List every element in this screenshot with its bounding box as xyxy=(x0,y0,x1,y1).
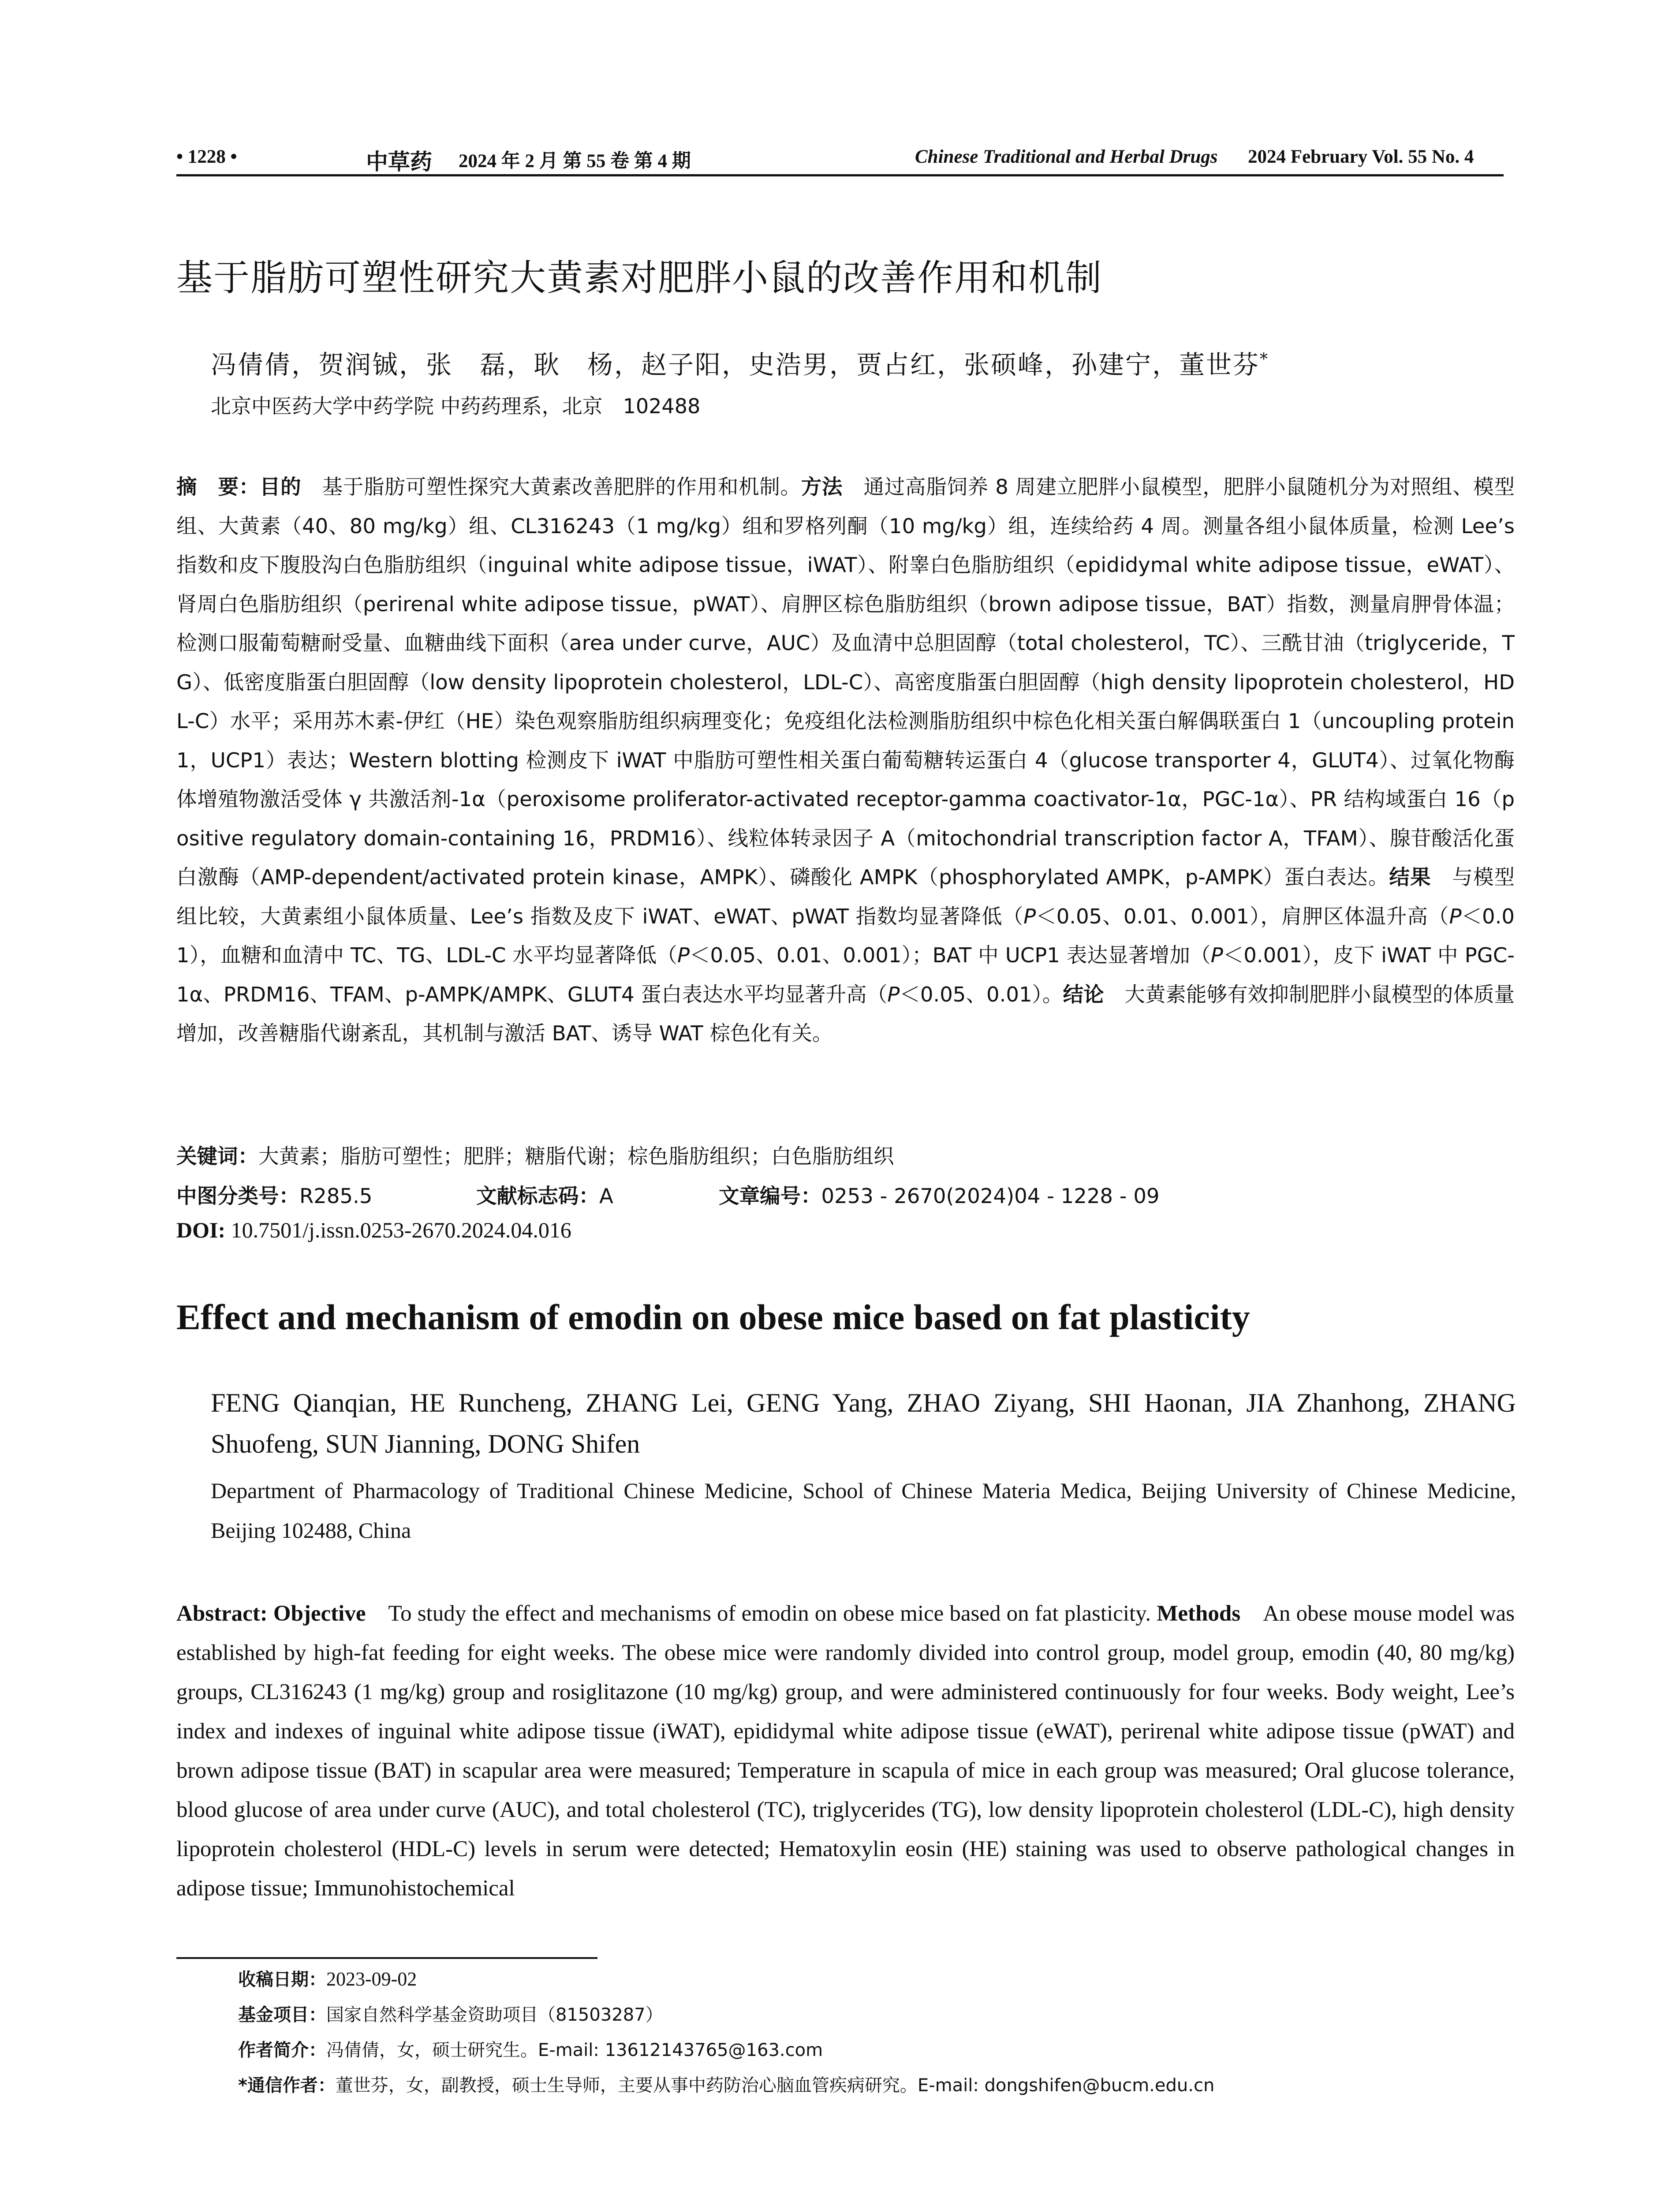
corresponding-text: 董世芬，女，副教授，硕士生导师，主要从事中药防治心脑血管疾病研究。E-mail: dongshifen@bucm.edu.cn xyxy=(335,2075,1215,2096)
received-label: 收稿日期： xyxy=(238,1970,326,1990)
objective-label-cn: 目的 xyxy=(259,475,302,499)
results-cn-e: ＜0.001），皮下 iWAT 中 PGC-1α、PRDM16、TFAM、p-AMPK/AMPK、GLUT4 蛋白表达水平均显著升高（ xyxy=(176,943,1515,1006)
methods-label-en: Methods xyxy=(1157,1601,1241,1626)
objective-cn: 基于脂肪可塑性探究大黄素改善肥胖的作用和机制。 xyxy=(322,475,801,499)
authors-cn-text: 冯倩倩，贺润铖，张 磊，耿 杨，赵子阳，史浩男，贾占红，张硕峰，孙建宁，董世芬 xyxy=(211,350,1260,380)
p-value-symbol: P xyxy=(887,982,900,1006)
methods-cn: 通过高脂饲养 8 周建立肥胖小鼠模型，肥胖小鼠随机分为对照组、模型组、大黄素（40、80 mg/kg）组、CL316243（1 mg/kg）组和罗格列酮（10 mg/kg）组，连续给药 4 周。测量各组小鼠体质量，检测 Lee’s 指数和皮下腹股沟白色脂肪组织（inguinal white adipose tissue，iWAT）、附睾白色脂肪组织（epididymal white adipose tissue，eWAT）、肾周白色脂肪组织（perirenal white adipose tissue，pWAT）、肩胛区棕色脂肪组织（brown adipose tissue，BAT）指数，测量肩胛骨体温；检测口服葡萄糖耐受量、血糖曲线下面积（area under curve，AUC）及血清中总胆固醇（total cholesterol，TC）、三酰甘油（triglyceride，TG）、低密度脂蛋白胆固醇（low density lipoprotein cholesterol，LDL-C）、高密度脂蛋白胆固醇（high density lipoprotein cholesterol，HDL-C）水平；采用苏木素-伊红（HE）染色观察脂肪组织病理变化；免疫组化法检测脂肪组织中棕色化相关蛋白解偶联蛋白 1（uncoupling protein 1，UCP1）表达；Western blotting 检测皮下 iWAT 中脂肪可塑性相关蛋白葡萄糖转运蛋白 4（glucose transporter 4，GLUT4）、过氧化物酶体增殖物激活受体 γ 共激活剂-1α（peroxisome proliferator-activated receptor-gamma coactivator-1α，PGC-1α）、PR 结构域蛋白 16（positive regulatory domain-containing 16，PRDM16）、线粒体转录因子 A（mitochondrial transcription factor A，TFAM）、腺苷酸活化蛋白激酶（AMP-dependent/activated protein kinase，AMPK）、磷酸化 AMPK（phosphorylated AMPK，p-AMPK）蛋白表达。 xyxy=(176,475,1515,889)
issue-date-cn: 2024 年 2 月 第 55 卷 第 4 期 xyxy=(459,151,691,172)
corresponding-mark: * xyxy=(1260,350,1269,369)
footnote-received xyxy=(238,1962,1517,1997)
author-list-en: FENG Qianqian, HE Runcheng, ZHANG Lei, GENG Yang, ZHAO Ziyang, SHI Haonan, JIA Zhanhong, ZHANG Shuofeng, SUN Jianning, DONG Shifen xyxy=(211,1388,1516,1458)
abstract-label-en: Abstract: Objective xyxy=(176,1601,366,1626)
author-list-cn xyxy=(211,344,1534,381)
abstract-en xyxy=(176,1594,1515,1908)
keywords-line xyxy=(176,1140,1504,1170)
footnotes xyxy=(238,1962,1517,2103)
keywords-cn: 大黄素；脂肪可塑性；肥胖；糖脂代谢；棕色脂肪组织；白色脂肪组织 xyxy=(258,1144,894,1168)
classification-line xyxy=(176,1180,1504,1209)
paper-title-en: Effect and mechanism of emodin on obese mice based on fat plasticity xyxy=(176,1297,1250,1337)
keywords-label: 关键词： xyxy=(176,1144,258,1168)
footnote-corresponding xyxy=(238,2068,1517,2103)
issue-info-en: 2024 February Vol. 55 No. 4 xyxy=(1248,146,1474,167)
clc-label: 中图分类号： xyxy=(176,1184,299,1208)
journal-name-cn: 中草药 xyxy=(366,149,432,175)
results-cn-b: ＜0.05、0.01、0.001），肩胛区体温升高（ xyxy=(1036,904,1449,928)
affiliation-en: Department of Pharmacology of Traditional Chinese Medicine, School of Chinese Materia Medica, Beijing University of Chinese Medicine, Beijing 102488, China xyxy=(211,1478,1516,1543)
doi-line xyxy=(176,1217,1504,1243)
paper-title-cn: 基于脂肪可塑性研究大黄素对肥胖小鼠的改善作用和机制 xyxy=(176,257,1103,299)
methods-en: An obese mouse model was established by high-fat feeding for eight weeks. The obese mice were randomly divided into control group, model group, emodin (40, 80 mg/kg) groups, CL316243 (1 mg/kg) group and rosiglitazone (10 mg/kg) group, and were administered continuously for four weeks. Body weight, Lee’s index and indexes of inguinal white adipose tissue (iWAT), epididymal white adipose tissue (eWAT), perirenal white adipose tissue (pWAT) and brown adipose tissue (BAT) in scapular area were measured; Temperature in scapula of mice in each group was measured; Oral glucose tolerance, blood glucose of area under curve (AUC), and total cholesterol (TC), triglycerides (TG), low density lipoprotein cholesterol (LDL-C), high density lipoprotein cholesterol (HDL-C) levels in serum were detected; Hematoxylin eosin (HE) staining was used to observe pathological changes in adipose tissue; Immunohistochemical xyxy=(176,1601,1515,1901)
journal-name-en: Chinese Traditional and Herbal Drugs xyxy=(915,146,1218,167)
results-cn-d: ＜0.05、0.01、0.001）；BAT 中 UCP1 表达显著增加（ xyxy=(690,943,1211,967)
results-cn-a: 与模型组比较，大黄素组小鼠体质量、Lee’s 指数及皮下 iWAT、eWAT、pWAT 指数均显著降低（ xyxy=(176,865,1515,928)
fund-label: 基金项目： xyxy=(238,2005,326,2025)
methods-label-cn: 方法 xyxy=(801,475,843,499)
abstract-label-cn: 摘 要： xyxy=(176,475,260,499)
footnote-fund xyxy=(238,1997,1517,2033)
p-value-symbol: P xyxy=(1023,904,1036,928)
received-date: 2023-09-02 xyxy=(326,1968,417,1990)
footnote-divider xyxy=(176,1957,597,1959)
results-cn-f: ＜0.05、0.01）。 xyxy=(900,982,1063,1006)
article-no-value: 0253 - 2670(2024)04 - 1228 - 09 xyxy=(821,1184,1160,1208)
author-bio-label: 作者简介： xyxy=(238,2040,326,2060)
corresponding-label: *通信作者： xyxy=(238,2075,336,2096)
results-label-cn: 结果 xyxy=(1389,865,1431,889)
conclusion-cn: 大黄素能够有效抑制肥胖小鼠模型的体质量增加，改善糖脂代谢紊乱，其机制与激活 BAT、诱导 WAT 棕色化有关。 xyxy=(176,982,1515,1045)
clc-value: R285.5 xyxy=(299,1184,373,1208)
affiliation-cn: 北京中医药大学中药学院 中药药理系，北京 102488 xyxy=(211,394,701,418)
article-no-label: 文章编号： xyxy=(719,1184,821,1208)
doc-code-label: 文献标志码： xyxy=(476,1184,599,1208)
doi-link[interactable]: 10.7501/j.issn.0253-2670.2024.04.016 xyxy=(231,1218,571,1242)
conclusion-label-cn: 结论 xyxy=(1063,982,1104,1006)
running-header xyxy=(176,143,1504,176)
results-cn-c: ＜0.01），血糖和血清中 TC、TG、LDL-C 水平均显著降低（ xyxy=(176,904,1515,967)
abstract-cn xyxy=(176,467,1515,1053)
objective-en: To study the effect and mechanisms of emodin on obese mice based on fat plasticity. xyxy=(388,1601,1151,1626)
doc-code-value: A xyxy=(599,1184,613,1208)
author-bio-text: 冯倩倩，女，硕士研究生。E-mail: 13612143765@163.com xyxy=(326,2040,823,2060)
doi-label: DOI: xyxy=(176,1218,226,1242)
footnote-author xyxy=(238,2033,1517,2068)
page-number: • 1228 • xyxy=(176,146,237,167)
fund-text: 国家自然科学基金资助项目（81503287） xyxy=(326,2005,663,2025)
p-value-symbol: P xyxy=(1449,904,1462,928)
p-value-symbol: P xyxy=(1210,943,1223,967)
p-value-symbol: P xyxy=(677,943,690,967)
